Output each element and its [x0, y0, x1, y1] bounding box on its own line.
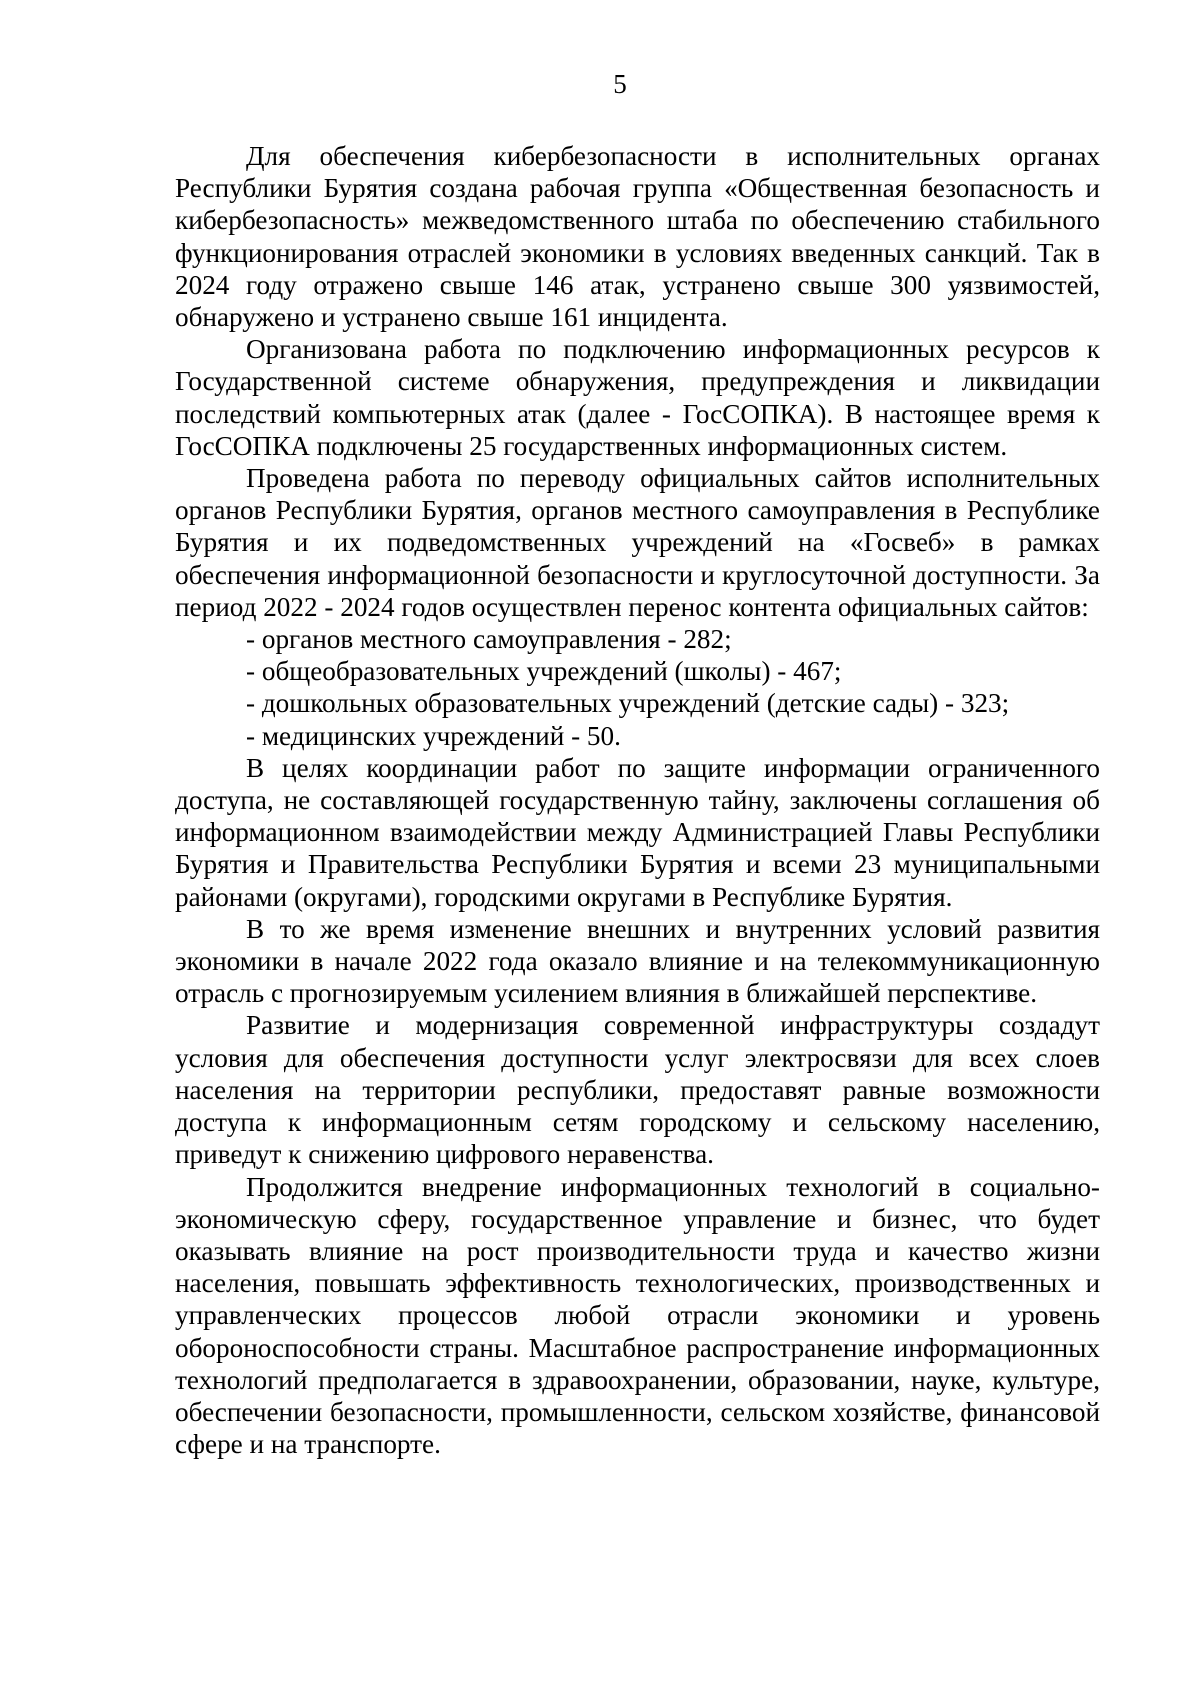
paragraph-agreements: В целях координации работ по защите информации ограниченного доступа, не составляющей государственную тайну, заключены соглашения об информационном взаимодействии между Администрацией Главы Республики Бурятия и Правительства Республики Бурятия и всеми 23 муниципальными районами (округами), городскими округами в Республике Бурятия. — [175, 752, 1100, 912]
list-item: - медицинских учреждений - 50. — [246, 720, 621, 751]
list-item: - органов местного самоуправления - 282; — [246, 624, 732, 655]
document-body — [175, 140, 1100, 1460]
paragraph-infrastructure: Развитие и модернизация современной инфраструктуры создадут условия для обеспечения доступности услуг электросвязи для всех слоев населения на территории республики, предоставят равные возможности доступа к информационным сетям городскому и сельскому населению, приведут к снижению цифрового неравенства. — [175, 1010, 1100, 1170]
page-number: 5 — [613, 69, 627, 99]
paragraph-telecom: В то же время изменение внешних и внутренних условий развития экономики в начале 2022 года оказало влияние и на телекоммуникационную отрасль с прогнозируемым усилением влияния в ближайшей перспективе. — [175, 913, 1100, 1009]
paragraph-gossopka: Организована работа по подключению информационных ресурсов к Государственной системе обнаружения, предупреждения и ликвидации последствий компьютерных атак (далее - ГосСОПКА). В настоящее время к ГосСОПКА подключены 25 государственных информационных систем. — [175, 334, 1100, 461]
paragraph-gosweb: Проведена работа по переводу официальных сайтов исполнительных органов Республики Бурятия, органов местного самоуправления в Республике Бурятия и их подведомственных учреждений на «Госвеб» в рамках обеспечения информационной безопасности и круглосуточной доступности. За период 2022 - 2024 годов осуществлен перенос контента официальных сайтов: — [175, 463, 1100, 622]
content-transfer-list — [175, 623, 1100, 752]
list-item: - дошкольных образовательных учреждений (детские сады) - 323; — [246, 688, 1010, 719]
paragraph-cybersecurity: Для обеспечения кибербезопасности в исполнительных органах Республики Бурятия создана рабочая группа «Общественная безопасность и кибербезопасность» межведомственного штаба по обеспечению стабильного функционирования отраслей экономики в условиях введенных санкций. Так в 2024 году отражено свыше 146 атак, устранено свыше 300 уязвимостей, обнаружено и устранено свыше 161 инцидента. — [175, 141, 1100, 333]
list-item: - общеобразовательных учреждений (школы) - 467; — [246, 656, 842, 687]
paragraph-it-adoption: Продолжится внедрение информационных технологий в социально-экономическую сферу, государственное управление и бизнес, что будет оказывать влияние на рост производительности труда и качество жизни населения, повышать эффективность технологических, производственных и управленческих процессов любой отрасли экономики и уровень обороноспособности страны. Масштабное распространение информационных технологий предполагается в здравоохранении, образовании, науке, культуре, обеспечении безопасности, промышленности, сельском хозяйстве, финансовой сфере и на транспорте. — [175, 1171, 1100, 1460]
